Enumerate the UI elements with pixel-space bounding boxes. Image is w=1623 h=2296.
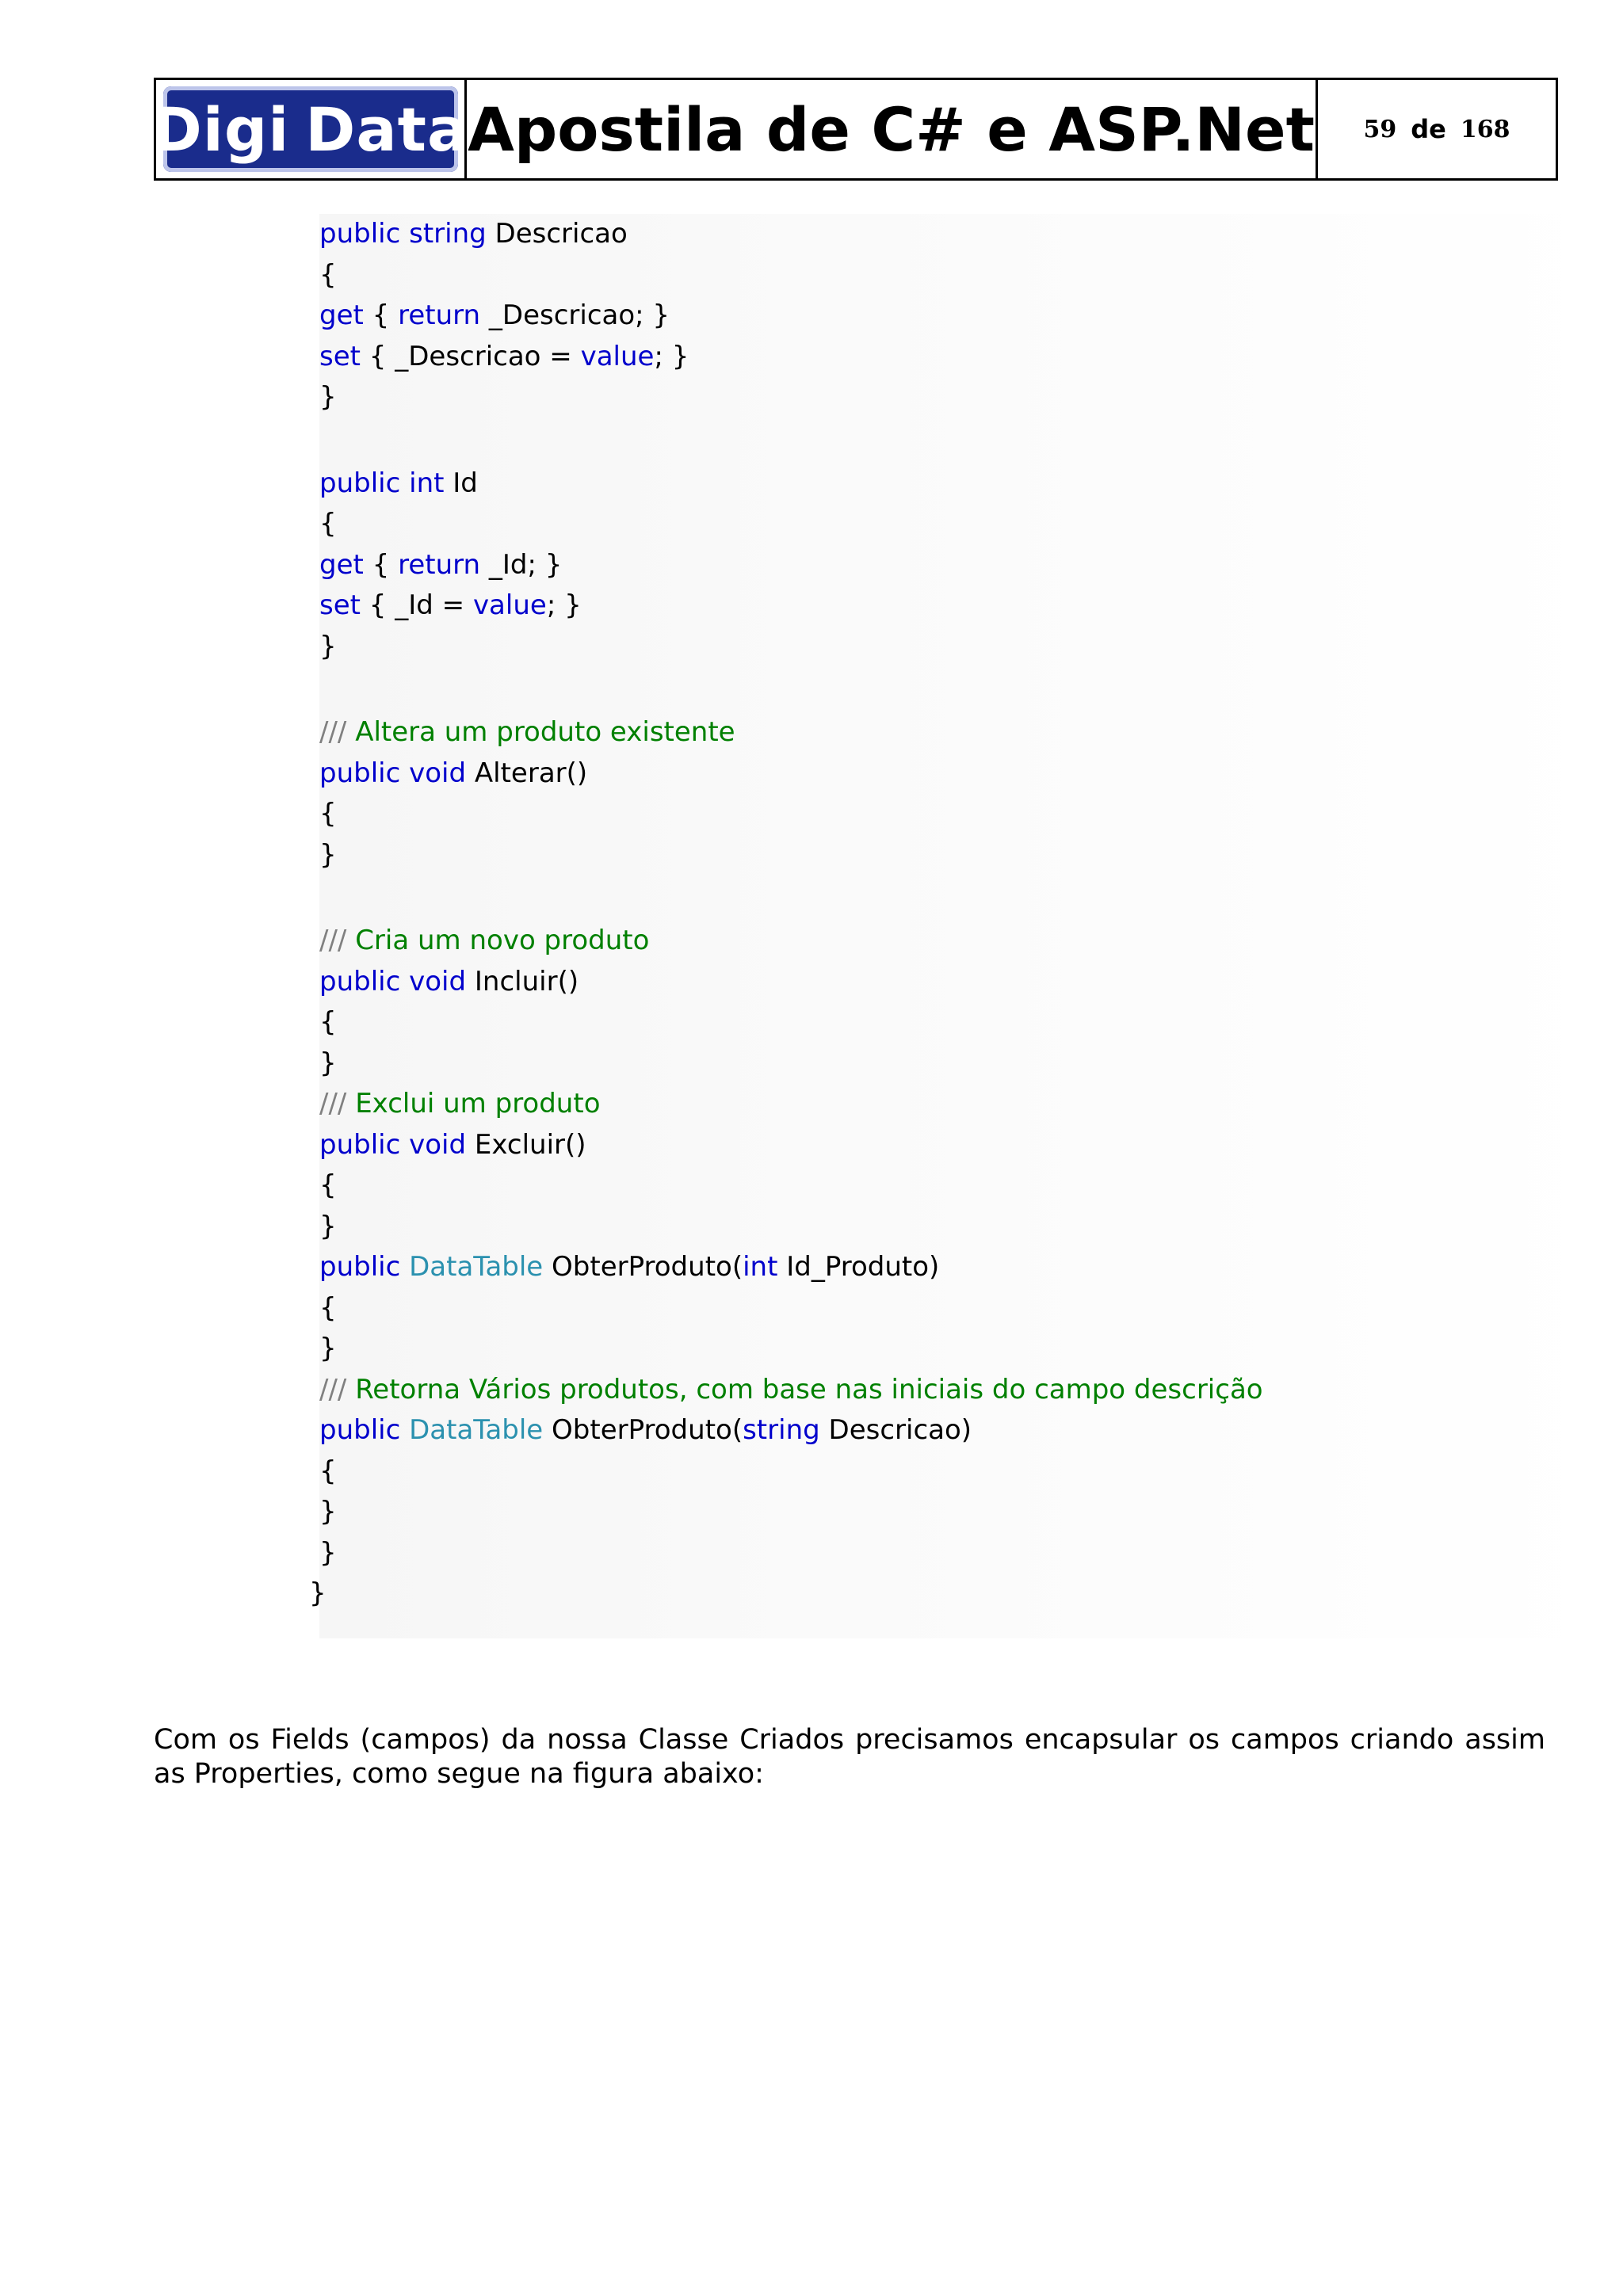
code-line: { xyxy=(319,1291,337,1324)
code-line: public DataTable ObterProduto(int Id_Produto) xyxy=(319,1251,940,1283)
code-line-class-close: } xyxy=(309,1577,327,1609)
code-line: { xyxy=(319,1455,337,1487)
document-title: Apostila de C# e ASP.Net xyxy=(467,80,1318,178)
page-number xyxy=(1318,80,1556,178)
code-line: public int Id xyxy=(319,467,478,499)
code-comment: /// Cria um novo produto xyxy=(319,925,650,956)
code-line: } xyxy=(319,381,337,413)
logo-cell xyxy=(151,80,469,178)
code-line: public string Descricao xyxy=(319,218,628,250)
code-line: get { return _Id; } xyxy=(319,548,563,581)
code-line: { xyxy=(319,1006,337,1038)
code-line: } xyxy=(319,1210,337,1242)
code-line: } xyxy=(319,838,337,871)
code-comment: /// Retorna Vários produtos, com base nas iniciais do campo descrição xyxy=(319,1373,1263,1405)
page-current: 59 xyxy=(1363,115,1397,143)
code-line: { xyxy=(319,508,337,540)
code-line: set { _Descricao = value; } xyxy=(319,340,689,372)
code-line: { xyxy=(319,258,337,291)
code-comment: /// Altera um produto existente xyxy=(319,716,735,748)
logo-text-right: Data xyxy=(305,93,469,165)
digidata-logo xyxy=(151,86,469,172)
code-line: } xyxy=(319,630,337,662)
code-line: } xyxy=(319,1333,337,1364)
code-line: } xyxy=(319,1536,337,1569)
code-line: public void Incluir() xyxy=(319,965,579,997)
page-total: 168 xyxy=(1460,115,1510,143)
page-of: de xyxy=(1411,114,1446,144)
code-line: } xyxy=(319,1496,337,1527)
code-line: public void Excluir() xyxy=(319,1128,586,1161)
code-line: } xyxy=(319,1047,337,1079)
code-line: { xyxy=(319,798,337,830)
code-line: get { return _Descricao; } xyxy=(319,299,670,331)
code-line: { xyxy=(319,1169,337,1201)
logo-text-left: Digi xyxy=(151,93,290,165)
code-line: set { _Id = value; } xyxy=(319,589,582,621)
page-header xyxy=(151,78,1558,181)
code-listing xyxy=(309,214,1603,1638)
body-paragraph: Com os Fields (campos) da nossa Classe Criados precisamos encapsular os campos criando assim as Properties, como segue na figura abaixo: xyxy=(154,1724,1545,1790)
code-line: public DataTable ObterProduto(string Descricao) xyxy=(319,1414,972,1446)
code-line: public void Alterar() xyxy=(319,757,588,789)
code-comment: /// Exclui um produto xyxy=(319,1088,601,1119)
